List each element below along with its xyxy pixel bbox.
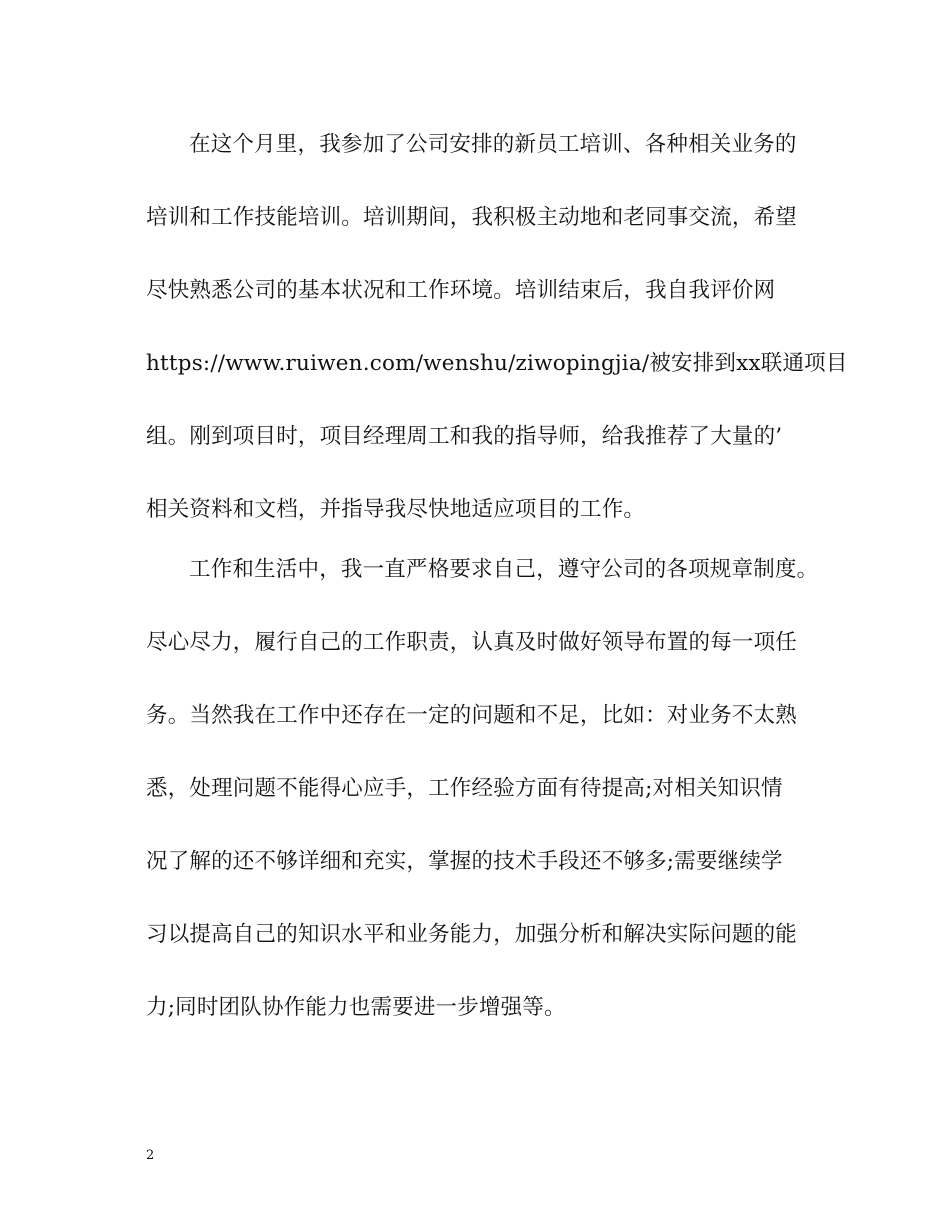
paragraph-2-line-4: 悉，处理问题不能得心应手，工作经验方面有待提高;对相关知识情: [146, 776, 783, 801]
paragraph-2-line-2: 尽心尽力，履行自己的工作职责，认真及时做好领导布置的每一项任: [146, 630, 798, 655]
paragraph-1-line-2: 培训和工作技能培训。培训期间，我积极主动地和老同事交流，希望: [146, 205, 798, 230]
paragraph-2-line-6: 习以提高自己的知识水平和业务能力，加强分析和解决实际问题的能: [146, 922, 798, 947]
paragraph-1-line-5: 组。刚到项目时，项目经理周工和我的指导师，给我推荐了大量的’: [146, 424, 783, 449]
page-number: 2: [146, 1148, 155, 1163]
paragraph-2-line-5: 况了解的还不够详细和充实，掌握的技术手段还不够多;需要继续学: [146, 849, 783, 874]
paragraph-1-line-3: 尽快熟悉公司的基本状况和工作环境。培训结束后，我自我评价网: [146, 278, 776, 303]
paragraph-2-line-1: 工作和生活中，我一直严格要求自己，遵守公司的各项规章制度。: [189, 557, 819, 582]
paragraph-2-line-3: 务。当然我在工作中还存在一定的问题和不足，比如：对业务不太熟: [146, 703, 798, 728]
paragraph-2-line-7: 力;同时团队协作能力也需要进一步增强等。: [146, 995, 566, 1020]
paragraph-1-line-1: 在这个月里，我参加了公司安排的新员工培训、各种相关业务的: [189, 132, 797, 157]
paragraph-1-line-6: 相关资料和文档，并指导我尽快地适应项目的工作。: [146, 497, 646, 522]
paragraph-1-line-4: https://www.ruiwen.com/wenshu/ziwopingjia/被安排到xx联通项目: [146, 351, 848, 376]
